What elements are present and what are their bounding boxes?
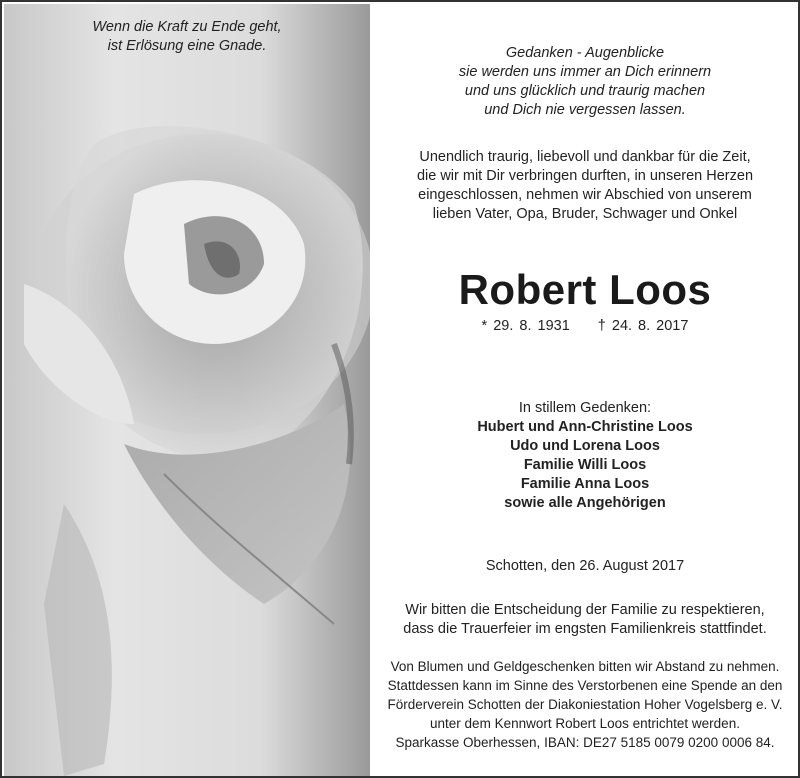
intro-text xyxy=(370,148,800,224)
donation-line: Von Blumen und Geldgeschenken bitten wir Abstand zu nehmen. xyxy=(390,659,780,674)
place-date: Schotten, den 26. August 2017 xyxy=(485,558,685,574)
donation-line: Förderverein Schotten der Diakoniestation Hoher Vogelsberg e. V. xyxy=(387,697,783,712)
poem-line: und Dich nie vergessen lassen. xyxy=(484,102,686,118)
poem-line: sie werden uns immer an Dich erinnern xyxy=(458,64,712,80)
quote xyxy=(4,18,370,56)
death-date: † 24. 8. 2017 xyxy=(597,318,689,334)
request-line: Wir bitten die Entscheidung der Familie zu respektieren, xyxy=(405,602,765,618)
rose-photo xyxy=(4,4,370,776)
birth-date: * 29. 8. 1931 xyxy=(481,318,570,334)
mourner: sowie alle Angehörigen xyxy=(504,495,666,511)
mourners xyxy=(370,399,800,513)
mourning-intro: In stillem Gedenken: xyxy=(518,400,652,416)
mourner: Udo und Lorena Loos xyxy=(510,438,660,454)
quote-line: Wenn die Kraft zu Ende geht, xyxy=(92,19,282,35)
life-dates xyxy=(370,318,800,334)
intro-line: Unendlich traurig, liebevoll und dankbar für die Zeit, xyxy=(419,149,751,165)
deceased-name: Robert Loos xyxy=(458,266,712,313)
quote-line: ist Erlösung eine Gnade. xyxy=(107,38,267,54)
mourner: Familie Willi Loos xyxy=(523,457,647,473)
rose-image xyxy=(4,4,370,776)
donation-line: unter dem Kennwort Robert Loos entrichtet werden. xyxy=(430,716,740,731)
mourner: Familie Anna Loos xyxy=(520,476,650,492)
poem xyxy=(370,44,800,120)
intro-line: eingeschlossen, nehmen wir Abschied von unserem xyxy=(418,187,752,203)
poem-line: Gedanken - Augenblicke xyxy=(505,45,665,61)
donation-line: Sparkasse Oberhessen, IBAN: DE27 5185 0079 0200 0006 84. xyxy=(395,735,775,750)
poem-line: und uns glücklich und traurig machen xyxy=(464,83,706,99)
intro-line: die wir mit Dir verbringen durften, in unseren Herzen xyxy=(416,168,754,184)
request xyxy=(370,601,800,639)
intro-line: lieben Vater, Opa, Bruder, Schwager und Onkel xyxy=(432,206,738,222)
mourner: Hubert und Ann-Christine Loos xyxy=(477,419,693,435)
donation-info xyxy=(370,657,800,752)
request-line: dass die Trauerfeier im engsten Familienkreis stattfindet. xyxy=(403,621,767,637)
donation-line: Stattdessen kann im Sinne des Verstorbenen eine Spende an den xyxy=(387,678,783,693)
